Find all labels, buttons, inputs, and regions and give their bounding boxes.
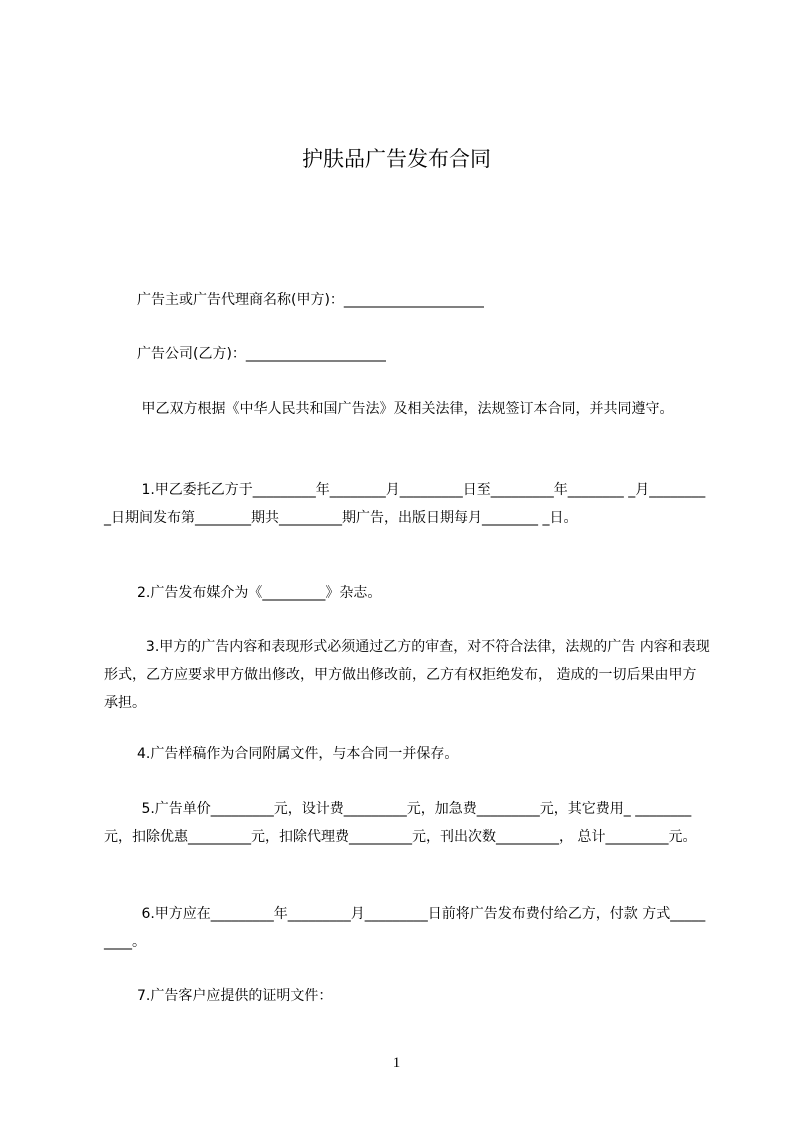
document-title: 护肤品广告发布合同 [302,147,491,171]
clause-7: 7.广告客户应提供的证明文件： [137,988,333,1004]
clause-3: 3.甲方的广告内容和表现形式必须通过乙方的审查，对不符合法律，法规的广告 内容和表现形式，乙方应要求甲方做出修改，甲方做出修改前，乙方有权拒绝发布， 造成的一切后果由甲方承担。 [104,639,710,711]
intro-paragraph: 甲乙双方根据《中华人民共和国广告法》及相关法律，法规签订本合同，并共同遵守。 [137,401,674,417]
clause-1: 1.甲乙委托乙方于_________年________月_________日至_________年________ _月_________日期间发布第________期共_________期广告，出版日期每月________ _日。 [104,482,706,526]
clause-2: 2.广告发布媒介为《_________》杂志。 [137,585,382,601]
clause-5: 5.广告单价_________元，设计费_________元，加急费_________元，其它费用_ ________元，扣除优惠_________元，扣除代理费_________元，刊出次数_________， 总计_________元。 [104,801,697,845]
clause-4: 4.广告样稿作为合同附属文件，与本合同一并保存。 [137,746,459,762]
party-a-line: 广告主或广告代理商名称(甲方)：____________________ [137,292,484,308]
page-number: 1 [392,1055,401,1071]
clause-6: 6.甲方应在_________年_________月_________日前将广告发布费付给乙方，付款 方式_________。 [104,906,706,950]
party-b-line: 广告公司(乙方)：____________________ [137,346,386,362]
